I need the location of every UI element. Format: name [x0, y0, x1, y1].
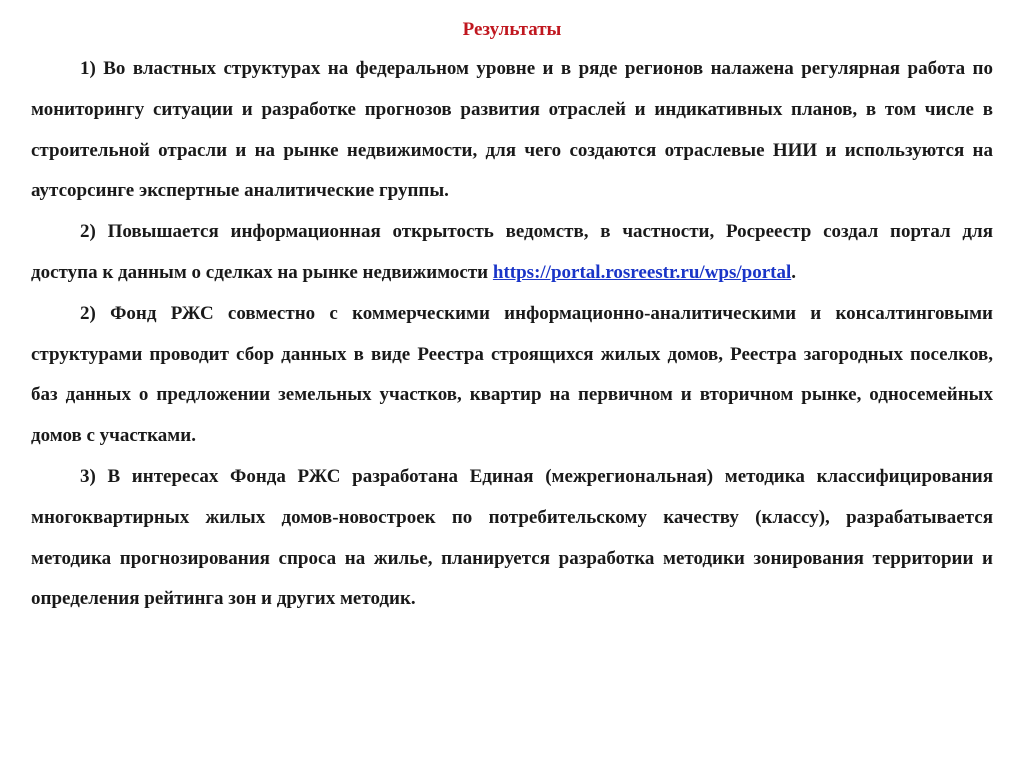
- paragraph-1: 1) Во властных структурах на федеральном уровне и в ряде регионов налажена регулярная работа по мониторингу ситуации и разработке прогнозов развития отраслей и индикативных планов, в том числе в строительной отрасли и на рынке недвижимости, для чего создаются отраслевые НИИ и используются на аутсорсинге экспертные аналитические группы.: [31, 58, 993, 202]
- paragraph-4: 3) В интересах Фонда РЖС разработана Единая (межрегиональная) методика классифицирования многоквартирных жилых домов-новостроек по потребительскому качеству (классу), разрабатывается методика прогнозирования спроса на жилье, планируется разработка методики зонирования территории и определения рейтинга зон и других методик.: [31, 465, 993, 610]
- rosreestr-portal-link[interactable]: https://portal.rosreestr.ru/wps/portal: [492, 261, 792, 283]
- paragraph-2-text: 2) Повышается информационная открытость ведомств, в частности, Росреестр создал портал для доступа к данным о сделках на рынке недвижимости: [31, 221, 993, 283]
- slide-title: Результаты: [462, 19, 562, 40]
- paragraph-2: [31, 212, 993, 294]
- paragraph-2-suffix: .: [791, 261, 797, 283]
- paragraph-3: 2) Фонд РЖС совместно с коммерческими информационно-аналитическими и консалтинговыми структурами проводит сбор данных в виде Реестра строящихся жилых домов, Реестра загородных поселков, баз данных о предложении земельных участков, квартир на первичном и вторичном рынке, односемейных домов с участками.: [31, 302, 993, 447]
